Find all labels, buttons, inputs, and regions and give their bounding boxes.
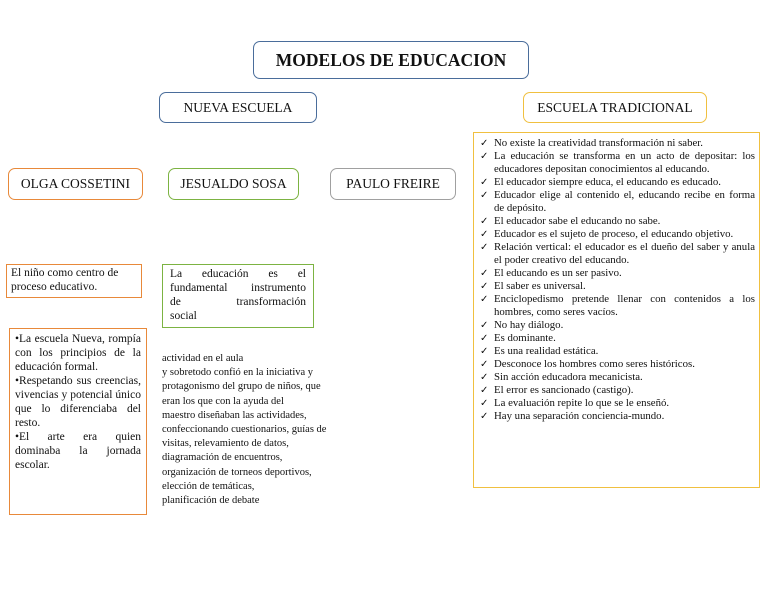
- jesualdo-description-line: social: [170, 310, 197, 322]
- check-icon: ✓: [480, 268, 489, 279]
- check-icon: ✓: [480, 346, 489, 357]
- list-item: ✓ El educador sabe el educando no sabe.: [480, 215, 661, 227]
- jesualdo-description: [162, 264, 314, 328]
- escuela-tradicional-list: [473, 132, 760, 488]
- activity-line: protagonismo del grupo de niños, que: [162, 381, 321, 393]
- list-item: ✓ Desconoce los hombres como seres históricos.: [480, 358, 695, 370]
- check-icon: ✓: [480, 385, 489, 396]
- olga-point: •Respetando sus creencias, vivencias y potencial único que lo diferenciaba del resto.: [15, 375, 141, 429]
- list-item: ✓ Es dominante.: [480, 332, 556, 344]
- check-icon: ✓: [480, 177, 489, 188]
- list-item: ✓ Enciclopedismo pretende llenar con contenidos a los hombres, como seres vacíos.: [480, 293, 755, 318]
- list-item: ✓ El error es sancionado (castigo).: [480, 384, 634, 396]
- olga-point: •El arte era quien dominaba la jornada escolar.: [15, 431, 141, 471]
- list-item: ✓ La educación se transforma en un acto de depositar: los educadores depositan conocimientos al educando.: [480, 150, 755, 175]
- check-icon: ✓: [480, 398, 489, 409]
- escuela-tradicional-node: ESCUELA TRADICIONAL: [523, 92, 707, 123]
- list-item: ✓ Relación vertical: el educador es el dueño del saber y anula el poder creativo del educando.: [480, 241, 755, 266]
- check-icon: ✓: [480, 411, 489, 422]
- nueva-escuela-node: NUEVA ESCUELA: [159, 92, 317, 123]
- list-item: ✓ El educando es un ser pasivo.: [480, 267, 622, 279]
- check-icon: ✓: [480, 359, 489, 370]
- check-icon: ✓: [480, 320, 489, 331]
- activity-line: y sobretodo confió en la iniciativa y: [162, 367, 314, 379]
- check-icon: ✓: [480, 151, 489, 162]
- check-icon: ✓: [480, 242, 489, 253]
- jesualdo-description-line: La educación es el: [170, 268, 306, 280]
- olga-point: •La escuela Nueva, rompía con los principios de la educación formal.: [15, 333, 141, 373]
- list-item: ✓ Es una realidad estática.: [480, 345, 599, 357]
- check-icon: ✓: [480, 229, 489, 240]
- activity-line: diagramación de encuentros,: [162, 452, 283, 464]
- check-icon: ✓: [480, 190, 489, 201]
- jesualdo-activities: [162, 352, 358, 508]
- list-item: ✓ Hay una separación conciencia-mundo.: [480, 410, 665, 422]
- paulo-freire-node: PAULO FREIRE: [330, 168, 456, 200]
- jesualdo-sosa-node: JESUALDO SOSA: [168, 168, 299, 200]
- activity-line: actividad en el aula: [162, 353, 244, 364]
- check-icon: ✓: [480, 333, 489, 344]
- check-icon: ✓: [480, 281, 489, 292]
- activity-line: organización de torneos deportivos,: [162, 466, 312, 478]
- olga-cossetini-node: OLGA COSSETINI: [8, 168, 143, 200]
- activity-line: elección de temáticas,: [162, 480, 255, 492]
- list-item: ✓ Sin acción educadora mecanicista.: [480, 371, 643, 383]
- olga-points-box: [9, 328, 147, 515]
- page-title: MODELOS DE EDUCACION: [253, 41, 529, 79]
- activity-line: maestro diseñaban las actividades,: [162, 409, 307, 421]
- list-item: ✓ Educador es el sujeto de proceso, el educando objetivo.: [480, 228, 734, 240]
- list-item: ✓ La evaluación repite lo que se le enseñó.: [480, 397, 670, 409]
- olga-description: El niño como centro de proceso educativo.: [6, 264, 142, 298]
- activity-line: eran los que con la ayuda del: [162, 395, 284, 407]
- jesualdo-description-line: de transformación: [170, 296, 306, 308]
- check-icon: ✓: [480, 138, 489, 149]
- activity-line: planificación de debate: [162, 495, 260, 507]
- activity-line: visitas, relevamiento de datos,: [162, 438, 289, 450]
- check-icon: ✓: [480, 216, 489, 227]
- check-icon: ✓: [480, 294, 489, 305]
- list-item: ✓ El educador siempre educa, el educando es educado.: [480, 176, 721, 188]
- list-item: ✓ No hay diálogo.: [480, 319, 564, 331]
- activity-line: confeccionando cuestionarios, guías de: [162, 424, 327, 436]
- jesualdo-description-line: fundamental instrumento: [170, 282, 306, 294]
- list-item: ✓ El saber es universal.: [480, 280, 586, 292]
- list-item: ✓ No existe la creatividad transformación ni saber.: [480, 137, 703, 149]
- check-icon: ✓: [480, 372, 489, 383]
- list-item: ✓ Educador elige al contenido el, educando recibe en forma de depósito.: [480, 189, 755, 214]
